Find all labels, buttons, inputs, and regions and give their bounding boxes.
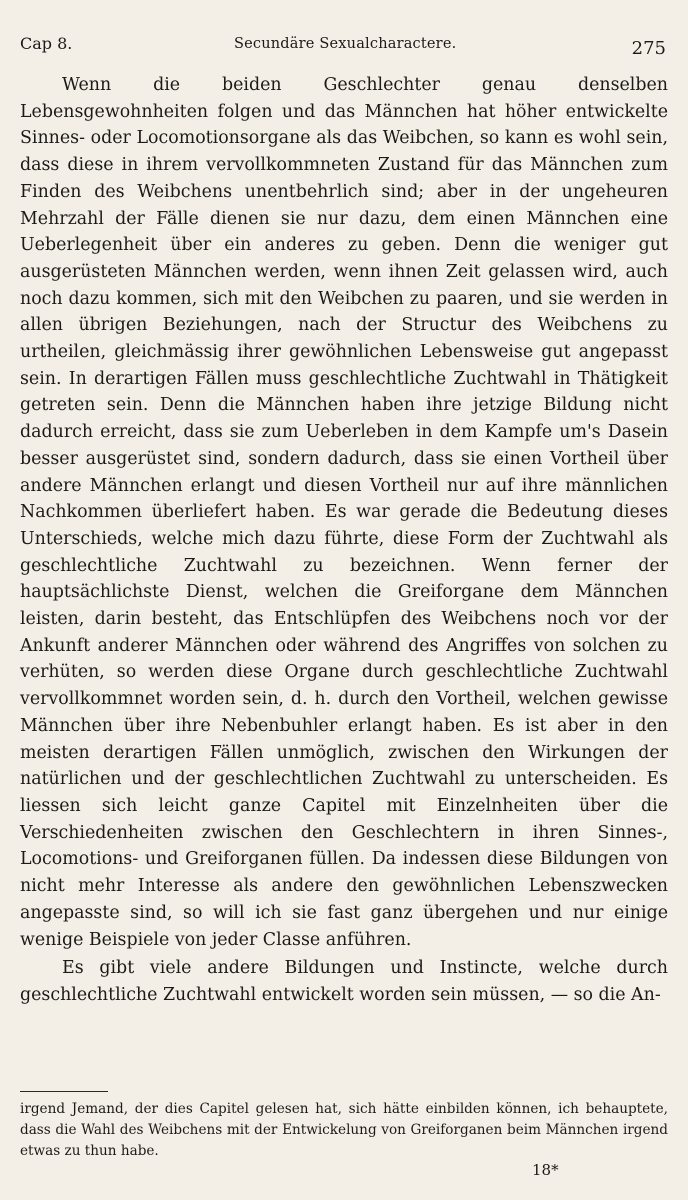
body-text bbox=[20, 72, 668, 1009]
page-number: 275 bbox=[631, 38, 666, 59]
paragraph: Wenn die beiden Geschlechter genau denselben Lebensgewohnheiten folgen und das Männchen hat höher entwickelte Sinnes- oder Locomotionsorgane als das Weibchen, so kann es wohl sein, dass diese in ihrem vervollkommneten Zustand für das Männchen zum Finden des Weibchens unentbehrlich sind; aber in der ungeheuren Mehrzahl der Fälle dienen sie nur dazu, dem einen Männchen eine Ueberlegenheit über ein anderes zu geben. Denn die weniger gut ausgerüsteten Männchen werden, wenn ihnen Zeit gelassen wird, auch noch dazu kommen, sich mit den Weibchen zu paaren, und sie werden in allen übrigen Beziehungen, nach der Structur des Weibchens zu urtheilen, gleichmässig ihrer gewöhnlichen Lebensweise gut angepasst sein. In derartigen Fällen muss geschlechtliche Zuchtwahl in Thätigkeit getreten sein. Denn die Männchen haben ihre jetzige Bildung nicht dadurch erreicht, dass sie zum Ueberleben in dem Kampfe um's Dasein besser ausgerüstet sind, sondern dadurch, dass sie einen Vortheil über andere Männchen erlangt und diesen Vortheil nur auf ihre männlichen Nachkommen überliefert haben. Es war gerade die Bedeutung dieses Unterschieds, welche mich dazu führte, diese Form der Zuchtwahl als geschlechtliche Zuchtwahl zu bezeichnen. Wenn ferner der hauptsächlichste Dienst, welchen die Greiforgane dem Männchen leisten, darin besteht, das Entschlüpfen des Weibchens noch vor der Ankunft anderer Männchen oder während des Angriffes von solchen zu verhüten, so werden diese Organe durch geschlechtliche Zuchtwahl vervollkommnet worden sein, d. h. durch den Vortheil, welchen gewisse Männchen über ihre Nebenbuhler erlangt haben. Es ist aber in den meisten derartigen Fällen unmöglich, zwischen den Wirkungen der natürlichen und der geschlechtlichen Zuchtwahl zu unterscheiden. Es liessen sich leicht ganze Capitel mit Einzelnheiten über die Verschiedenheiten zwischen den Geschlechtern in ihren Sinnes-, Locomotions- und Greiforganen füllen. Da indessen diese Bildungen von nicht mehr Interesse als andere den gewöhnlichen Lebenszwecken angepasste sind, so will ich sie fast ganz übergehen und nur einige wenige Beispiele von jeder Classe anführen. bbox=[20, 75, 668, 950]
chapter-label: Cap 8. bbox=[20, 34, 73, 53]
printer-signature-mark: 18* bbox=[532, 1161, 559, 1179]
paragraph: Es gibt viele andere Bildungen und Instincte, welche durch geschlechtliche Zuchtwahl entwickelt worden sein müssen, — so die An- bbox=[20, 958, 668, 1005]
running-head bbox=[20, 30, 666, 58]
footnote-text: irgend Jemand, der dies Capitel gelesen hat, sich hätte einbilden können, ich behauptete, dass die Wahl des Weibchens mit der Entwickelung von Greiforganen beim Männchen irgend etwas zu thun habe. bbox=[20, 1101, 668, 1159]
footnote bbox=[20, 1099, 668, 1162]
running-title: Secundäre Sexualcharactere. bbox=[234, 36, 457, 52]
footnote-divider bbox=[20, 1091, 108, 1092]
